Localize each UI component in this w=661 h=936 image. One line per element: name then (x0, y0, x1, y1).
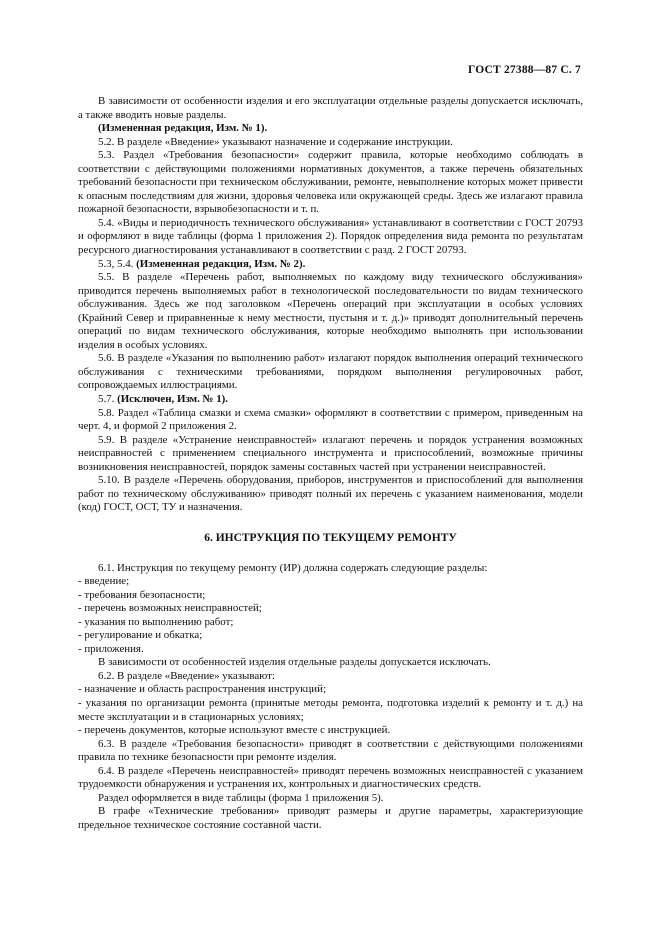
paragraph: 5.5. В разделе «Перечень работ, выполняемых по каждому виду технического обслуживания» приводится перечень выполняемых работ в технологической последовательности по видам технического обслуживания. Здесь же под заголовком «Перечень операций при эксплуатации в особых условиях (Крайний Север и приравненные к нему местности, пустыня и т. д.)» приводят дополнительный перечень операций по видам технического обслуживания, которые необходимо выполнять при использовании изделия в особых условиях. (78, 271, 583, 351)
revision-note (78, 393, 583, 407)
page-header: ГОСТ 27388—87 С. 7 (468, 64, 581, 76)
list-item: - указания по выполнению работ; (78, 615, 234, 628)
list-item: - введение; (78, 575, 130, 588)
paragraph: 5.8. Раздел «Таблица смазки и схема смазки» оформляют в соответствии с примером, приведенным на черт. 4, и формой 2 приложения 2. (78, 406, 583, 433)
list-item: - приложения. (78, 642, 144, 655)
paragraph: В графе «Технические требования» приводят размеры и другие параметры, характеризующие предельное техническое состояние составной части. (78, 805, 583, 831)
revision-note (78, 258, 583, 272)
revision-note-text: (Измененная редакция, Изм. № 1). (98, 122, 268, 135)
paragraph: 6.1. Инструкция по текущему ремонту (ИР) должна содержать следующие разделы: (98, 561, 488, 574)
paragraph: 6.2. В разделе «Введение» указывают: (98, 669, 275, 682)
revision-note-text: (Измененная редакция, Изм. № 2). (136, 257, 306, 270)
list-item: - требования безопасности; (78, 588, 206, 601)
section-5-text (78, 95, 583, 515)
paragraph: 5.6. В разделе «Указания по выполнению работ» излагают порядок выполнения операций технического обслуживания с техническими требованиями, порядком выполнения регулировочных работ, сопровождаемых иллюстрациями. (78, 352, 583, 392)
paragraph: 6.4. В разделе «Перечень неисправностей» приводят перечень возможных неисправностей с указанием трудоемкости обнаружения и устранения их, контрольных и диагностических средств. (78, 764, 583, 791)
paragraph: 5.10. В разделе «Перечень оборудования, приборов, инструментов и приспособлений для выполнения работ по техническому обслуживанию» приводят полный их перечень с указанием наименования, модели (код) ГОСТ, ОСТ, ТУ и назначения. (78, 474, 583, 514)
list-item: - назначение и область распространения инструкций; (78, 683, 326, 696)
paragraph: Раздел оформляется в виде таблицы (форма 1 приложения 5). (98, 791, 384, 804)
revision-note-text: (Исключен, Изм. № 1). (117, 393, 228, 406)
list-item: - перечень документов, которые используют вместе с инструкцией. (78, 724, 391, 737)
paragraph: 5.4. «Виды и периодичность технического обслуживания» устанавливают в соответствии с ГОСТ 20793 и оформляют в виде таблицы (форма 1 приложения 2). Порядок определения вида ремонта по результатам ресурсного диагностирования устанавливают в соответствии с разд. 2 ГОСТ 20793. (78, 216, 583, 257)
paragraph: 6.3. В разделе «Требования безопасности» приводят в соответствии с действующими положениями правила по технике безопасности при ремонте изделия. (78, 737, 583, 764)
list-item: - перечень возможных неисправностей; (78, 602, 262, 615)
section-title: 6. ИНСТРУКЦИЯ ПО ТЕКУЩЕМУ РЕМОНТУ (204, 531, 457, 544)
paragraph: 5.2. В разделе «Введение» указывают назначение и содержание инструкции. (98, 135, 453, 148)
paragraph: 5.9. В разделе «Устранение неисправностей» излагают перечень и порядок устранения возможных неисправностей с применением специального инструмента и приспособлений, возможные причины возникновения неисправностей, порядок замены составных частей при устранении неисправностей. (78, 433, 583, 473)
paragraph: В зависимости от особенностей изделия отдельные разделы допускается исключать. (98, 656, 491, 669)
paragraph: В зависимости от особенности изделия и его эксплуатации отдельные разделы допускается исключать, а также вводить новые разделы. (78, 95, 583, 121)
paragraph: 5.3. Раздел «Требования безопасности» содержит правила, которые необходимо соблюдать в соответствии с действующими положениями нормативных документов, а также перечень обязательных требований безопасности при техническом обслуживании, ремонте, невыполнение которых может привести к опасным последствиям для жизни, здоровья человека или окружающей среды. Здесь же излагают правила пожарной безопасности, взрывобезопасности и т. п. (78, 149, 583, 216)
document-body (78, 95, 583, 832)
list-item: - регулирование и обкатка; (78, 629, 203, 642)
section-6-text (78, 562, 583, 833)
clause-number: 5.7. (98, 393, 118, 406)
clause-number: 5.3, 5.4. (98, 257, 137, 270)
list-item: - указания по организации ремонта (принятые методы ремонта, подготовка изделий к ремонту и т. д.) на месте эксплуатации и в стационарных условиях; (78, 696, 583, 723)
revision-note (78, 122, 583, 136)
